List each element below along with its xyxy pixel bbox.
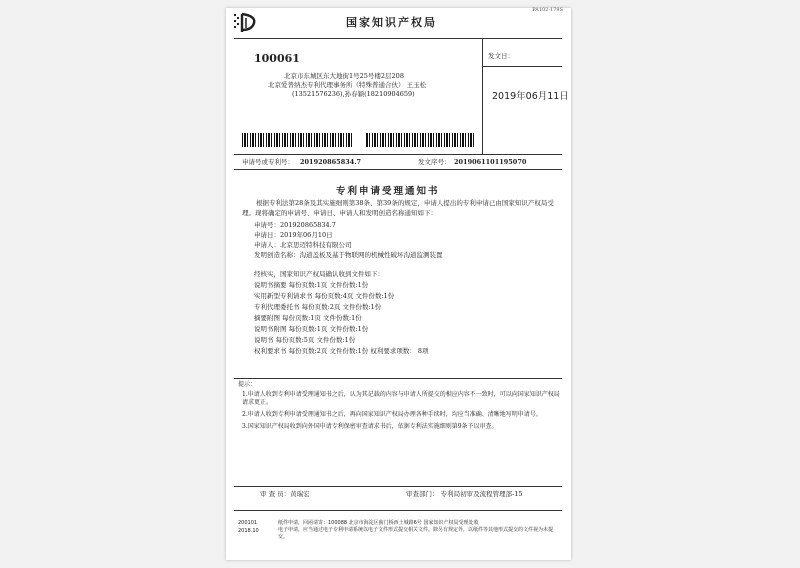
serial-number-label: 发文序号： — [418, 158, 451, 166]
footer-note: 纸件申请，回函请寄：100088 北京市海淀区蓟门桥西土城路6号 国家知识产权局受理处收 — [278, 520, 479, 526]
application-number-label: 申请号或专利号： — [242, 158, 294, 166]
tip-item: 2.申请人收到专利申请受理通知书之后，再向国家知识产权局办理各种手续时，均应当准确、清晰地写明申请号。 — [242, 411, 542, 418]
application-number: 201920865834.7 — [300, 158, 362, 166]
office-title: 国家知识产权局 — [346, 16, 437, 29]
barcode — [242, 133, 352, 147]
date-column-divider — [482, 38, 483, 154]
application-field: 申请日：2019年06月10日 — [254, 231, 333, 239]
numbers-bottom-line — [234, 169, 562, 170]
tip-item: 3.国家知识产权局收到向外国申请专利保密审查请求书后，依据专利法实施细则第9条予以审查。 — [242, 423, 498, 430]
recipient-address-line: 北京市东城区东大地街1号25号楼2层208 — [284, 72, 404, 80]
footer-note: 电子申请，应当通过电子专利申请系统以电子文件形式提交相关文件。除另有规定外，以纸件等其他形式提交的文件视为未提交。 — [278, 527, 554, 540]
dispatch-date-label: 发文日： — [488, 52, 514, 60]
examining-department: 审查部门： 专利局初审及流程管理部-15 — [406, 490, 523, 498]
cnipa-logo-icon — [234, 12, 260, 34]
file-item: 专利代理委托书 每份页数:2页 文件份数:1份 — [254, 303, 382, 311]
barcode — [366, 133, 476, 147]
notice-intro: 根据专利法第28条及其实施细则第38条、第39条的规定，申请人提出的专利申请已由国家知识产权局受理。现将确定的申请号、申请日、申请人和发明创造名称通知如下： — [242, 199, 554, 217]
file-item: 说明书 每份页数:5页 文件份数:1份 — [254, 336, 356, 344]
file-item: 说明书附图 每份页数:1页 文件份数:1份 — [254, 325, 369, 333]
notice-page — [226, 8, 571, 560]
file-item: 权利要求书 每份页数:2页 文件份数:1份 权利要求项数： 8项 — [254, 347, 429, 355]
application-field: 申请号：201920865834.7 — [254, 221, 336, 229]
recipient-postcode: 100061 — [254, 52, 300, 65]
notice-title: 专利申请受理通知书 — [336, 186, 440, 197]
tips-heading: 提示： — [238, 381, 257, 388]
file-item: 摘要附图 每份页数:1页 文件份数:1份 — [254, 314, 362, 322]
tips-divider — [234, 378, 562, 379]
form-code-number: 200101 — [238, 520, 258, 526]
file-item: 说明书摘要 每份页数:1页 文件份数:1份 — [254, 281, 369, 289]
date-box-divider — [482, 66, 562, 67]
recipient-address-line: (13521576236),孙春颖(18210904659) — [292, 90, 415, 98]
tip-item: 1.申请人收到专利申请受理通知书之后，认为其记载的内容与申请人所提交的相应内容不一致时，可以向国家知识产权局请求更正。 — [242, 391, 560, 406]
form-code: PA102-179S — [532, 7, 563, 13]
recipient-address-line: 北京爱普纳杰专利代理事务所（特殊普通合伙） 王玉松 — [268, 81, 427, 89]
examiner-top-line — [234, 486, 562, 487]
serial-number: 2019061101195070 — [454, 158, 527, 166]
files-intro: 经核实，国家知识产权局确认收到文件如下： — [254, 270, 384, 278]
file-item: 实用新型专利请求书 每份页数:4页 文件份数:1份 — [254, 292, 395, 300]
dispatch-date: 2019年06月11日 — [492, 91, 569, 102]
application-field: 申请人：北京思迈特科技有限公司 — [254, 241, 352, 249]
application-field: 发明创造名称：沟道盖板及基于物联网的机械性破坏沟道监测装置 — [254, 251, 443, 259]
numbers-top-line — [234, 154, 562, 155]
examiner-bottom-line — [234, 510, 562, 511]
header-divider — [234, 38, 562, 39]
form-version: 2018.10 — [238, 528, 259, 534]
examiner: 审 查 员：黄瑞宏 — [260, 490, 310, 498]
